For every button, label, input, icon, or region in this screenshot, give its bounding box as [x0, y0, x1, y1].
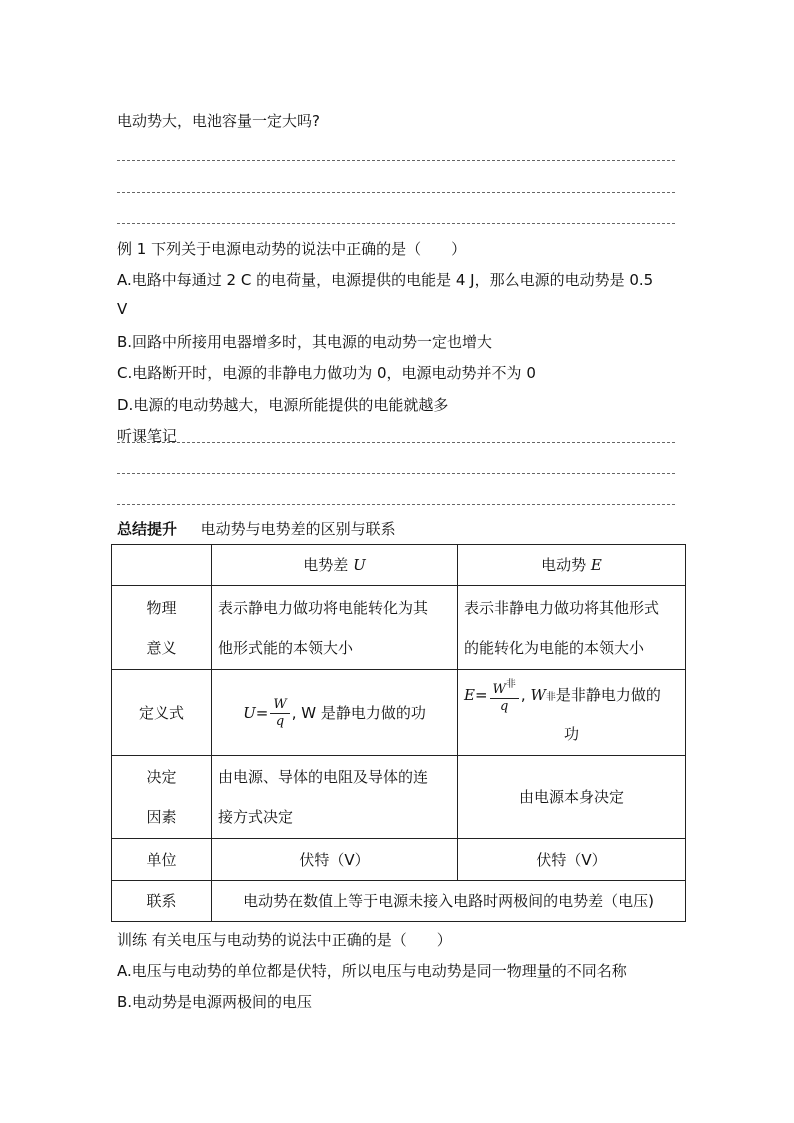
relation-text: 电动势在数值上等于电源未接入电路时两极间的电势差（电压)	[212, 881, 686, 922]
table-row	[112, 839, 686, 881]
notes-line	[117, 442, 675, 443]
answer-line	[117, 223, 675, 224]
answer-line	[117, 160, 675, 161]
option-c: C.电路断开时，电源的非静电力做功为 0，电源电动势并不为 0	[117, 364, 536, 382]
exercise-question: 有关电压与电动势的说法中正确的是（ ）	[151, 931, 452, 949]
fraction: $\frac{W^非}{q}$	[490, 677, 519, 715]
option-d: D.电源的电动势越大，电源所能提供的电能就越多	[117, 396, 449, 414]
exercise-option-b: B.电动势是电源两极间的电压	[117, 993, 313, 1011]
factors-voltage: 由电源、导体的电阻及导体的连 接方式决定	[212, 756, 458, 839]
notes-line	[117, 504, 675, 505]
header-empty-cell	[112, 545, 212, 586]
summary-label: 总结提升	[117, 520, 178, 538]
row-label-factors: 决定 因素	[112, 756, 212, 839]
header-voltage: 电势差 U	[212, 545, 458, 586]
example-question: 下列关于电源电动势的说法中正确的是（ ）	[151, 240, 467, 258]
fraction: $\frac{W}{q}$	[270, 697, 289, 730]
factors-emf: 由电源本身决定	[458, 756, 686, 839]
meaning-voltage: 表示静电力做功将电能转化为其 他形式能的本领大小	[212, 586, 458, 670]
table-row	[112, 545, 686, 586]
header-emf: 电动势 E	[458, 545, 686, 586]
option-a-cont: V	[117, 300, 128, 318]
unit-emf: 伏特（V）	[458, 839, 686, 881]
exercise-label: 训练	[117, 931, 148, 949]
summary-heading	[117, 518, 396, 539]
answer-line	[117, 192, 675, 193]
definition-emf: E= $\frac{W^非}{q}$ , W非是非静电力做的 功	[458, 670, 686, 756]
option-a: A.电路中每通过 2 C 的电荷量，电源提供的电能是 4 J，那么电源的电动势是 0.5	[117, 271, 654, 289]
example-stem	[117, 238, 466, 259]
comparison-table	[111, 544, 686, 922]
summary-title: 电动势与电势差的区别与联系	[200, 520, 396, 538]
row-label-definition: 定义式	[112, 670, 212, 756]
exercise-stem	[117, 929, 452, 950]
meaning-emf: 表示非静电力做功将其他形式 的能转化为电能的本领大小	[458, 586, 686, 670]
row-label-meaning: 物理 意义	[112, 586, 212, 670]
table-row	[112, 881, 686, 922]
notes-label: 听课笔记	[117, 427, 178, 445]
table-row	[112, 756, 686, 839]
table-row	[112, 670, 686, 756]
unit-voltage: 伏特（V）	[212, 839, 458, 881]
notes-line	[117, 473, 675, 474]
definition-voltage: U= $\frac{W}{q}$ , W 是静电力做的功	[212, 670, 458, 756]
row-label-unit: 单位	[112, 839, 212, 881]
row-label-relation: 联系	[112, 881, 212, 922]
option-b: B.回路中所接用电器增多时，其电源的电动势一定也增大	[117, 333, 493, 351]
example-label: 例 1	[117, 240, 147, 258]
table-row	[112, 586, 686, 670]
question-intro: 电动势大，电池容量一定大吗?	[117, 112, 320, 130]
exercise-option-a: A.电压与电动势的单位都是伏特，所以电压与电动势是同一物理量的不同名称	[117, 962, 627, 980]
